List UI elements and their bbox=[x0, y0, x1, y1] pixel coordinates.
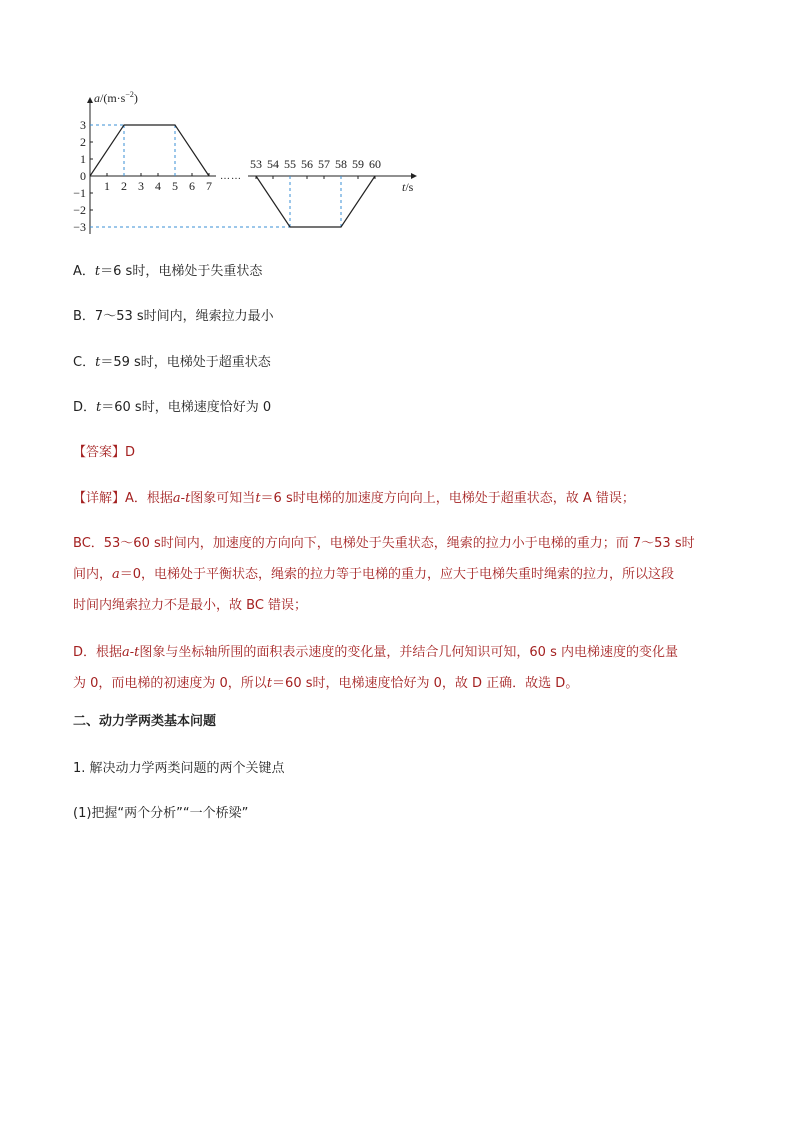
answer-value: D bbox=[125, 445, 136, 460]
x-tick-label: 3 bbox=[138, 179, 144, 193]
explanation-p3-line2: 为 0，而电梯的初速度为 0，所以t＝60 s时，电梯速度恰好为 0，故 D 正确．故选 D。 bbox=[73, 676, 579, 691]
section-item-1: 1. 解决动力学两类问题的两个关键点 bbox=[73, 761, 285, 776]
y-tick-label: 2 bbox=[80, 135, 86, 149]
x-tick-label: 5 bbox=[172, 179, 178, 193]
section-item-1-sub: (1)把握“两个分析”“一个桥梁” bbox=[73, 806, 249, 821]
explanation-p2-line1: BC．53～60 s时间内，加速度的方向向下，电梯处于失重状态，绳索的拉力小于电梯的重力；而 7～53 s时 bbox=[73, 536, 695, 551]
x-tick-label: 6 bbox=[189, 179, 195, 193]
x-tick-label: 60 bbox=[369, 157, 381, 171]
x-tick-label: 4 bbox=[155, 179, 161, 193]
x-tick-label: 2 bbox=[121, 179, 127, 193]
x-tick-label: 1 bbox=[104, 179, 110, 193]
option-b: B．7～53 s时间内，绳索拉力最小 bbox=[73, 309, 274, 324]
explanation-p3-line1: D．根据a-t图象与坐标轴所围的面积表示速度的变化量，并结合几何知识可知，60 s 内电梯速度的变化量 bbox=[73, 645, 678, 660]
x-axis-label: t/s bbox=[402, 180, 414, 194]
series-line-0-7s bbox=[90, 125, 209, 176]
answer-line bbox=[73, 443, 135, 463]
option-c: C．t＝59 s时，电梯处于超重状态 bbox=[73, 355, 271, 370]
answer-label: 【答案】 bbox=[73, 445, 126, 460]
option-d: D．t＝60 s时，电梯速度恰好为 0 bbox=[73, 400, 272, 415]
explanation-p2-line3: 时间内绳索拉力不是最小，故 BC 错误； bbox=[73, 598, 308, 613]
y-axis-label: $a/(m\cdot s^{-2})$ bbox=[94, 90, 138, 105]
y-tick-label: 3 bbox=[80, 118, 86, 132]
x-tick-label: 56 bbox=[301, 157, 313, 171]
explanation-p1: 【详解】A．根据a-t图象可知当t＝6 s时电梯的加速度方向向上，电梯处于超重状态，故 A 错误； bbox=[73, 491, 635, 506]
x-tick-label: 58 bbox=[335, 157, 347, 171]
explanation-label: 【详解】 bbox=[73, 491, 126, 506]
section-heading: 二、动力学两类基本问题 bbox=[73, 714, 217, 729]
x-tick-label: 54 bbox=[267, 157, 279, 171]
explanation-p2-line2: 间内，a＝0，电梯处于平衡状态，绳索的拉力等于电梯的重力，应大于电梯失重时绳索的拉力，所以这段 bbox=[73, 567, 675, 582]
y-tick-label: −2 bbox=[73, 203, 86, 217]
x-axis-ellipsis: …… bbox=[220, 171, 242, 182]
option-a: A．t＝6 s时，电梯处于失重状态 bbox=[73, 264, 263, 279]
x-tick-label: 7 bbox=[206, 179, 212, 193]
y-tick-label: −1 bbox=[73, 186, 86, 200]
y-tick-label: −3 bbox=[73, 220, 86, 234]
x-tick-label: 55 bbox=[284, 157, 296, 171]
acceleration-time-graph bbox=[70, 88, 430, 238]
y-tick-label: 0 bbox=[80, 169, 86, 183]
series-line-53-60s bbox=[256, 176, 375, 227]
x-tick-label: 53 bbox=[250, 157, 262, 171]
x-tick-label: 57 bbox=[318, 157, 330, 171]
x-tick-label: 59 bbox=[352, 157, 364, 171]
y-tick-label: 1 bbox=[80, 152, 86, 166]
